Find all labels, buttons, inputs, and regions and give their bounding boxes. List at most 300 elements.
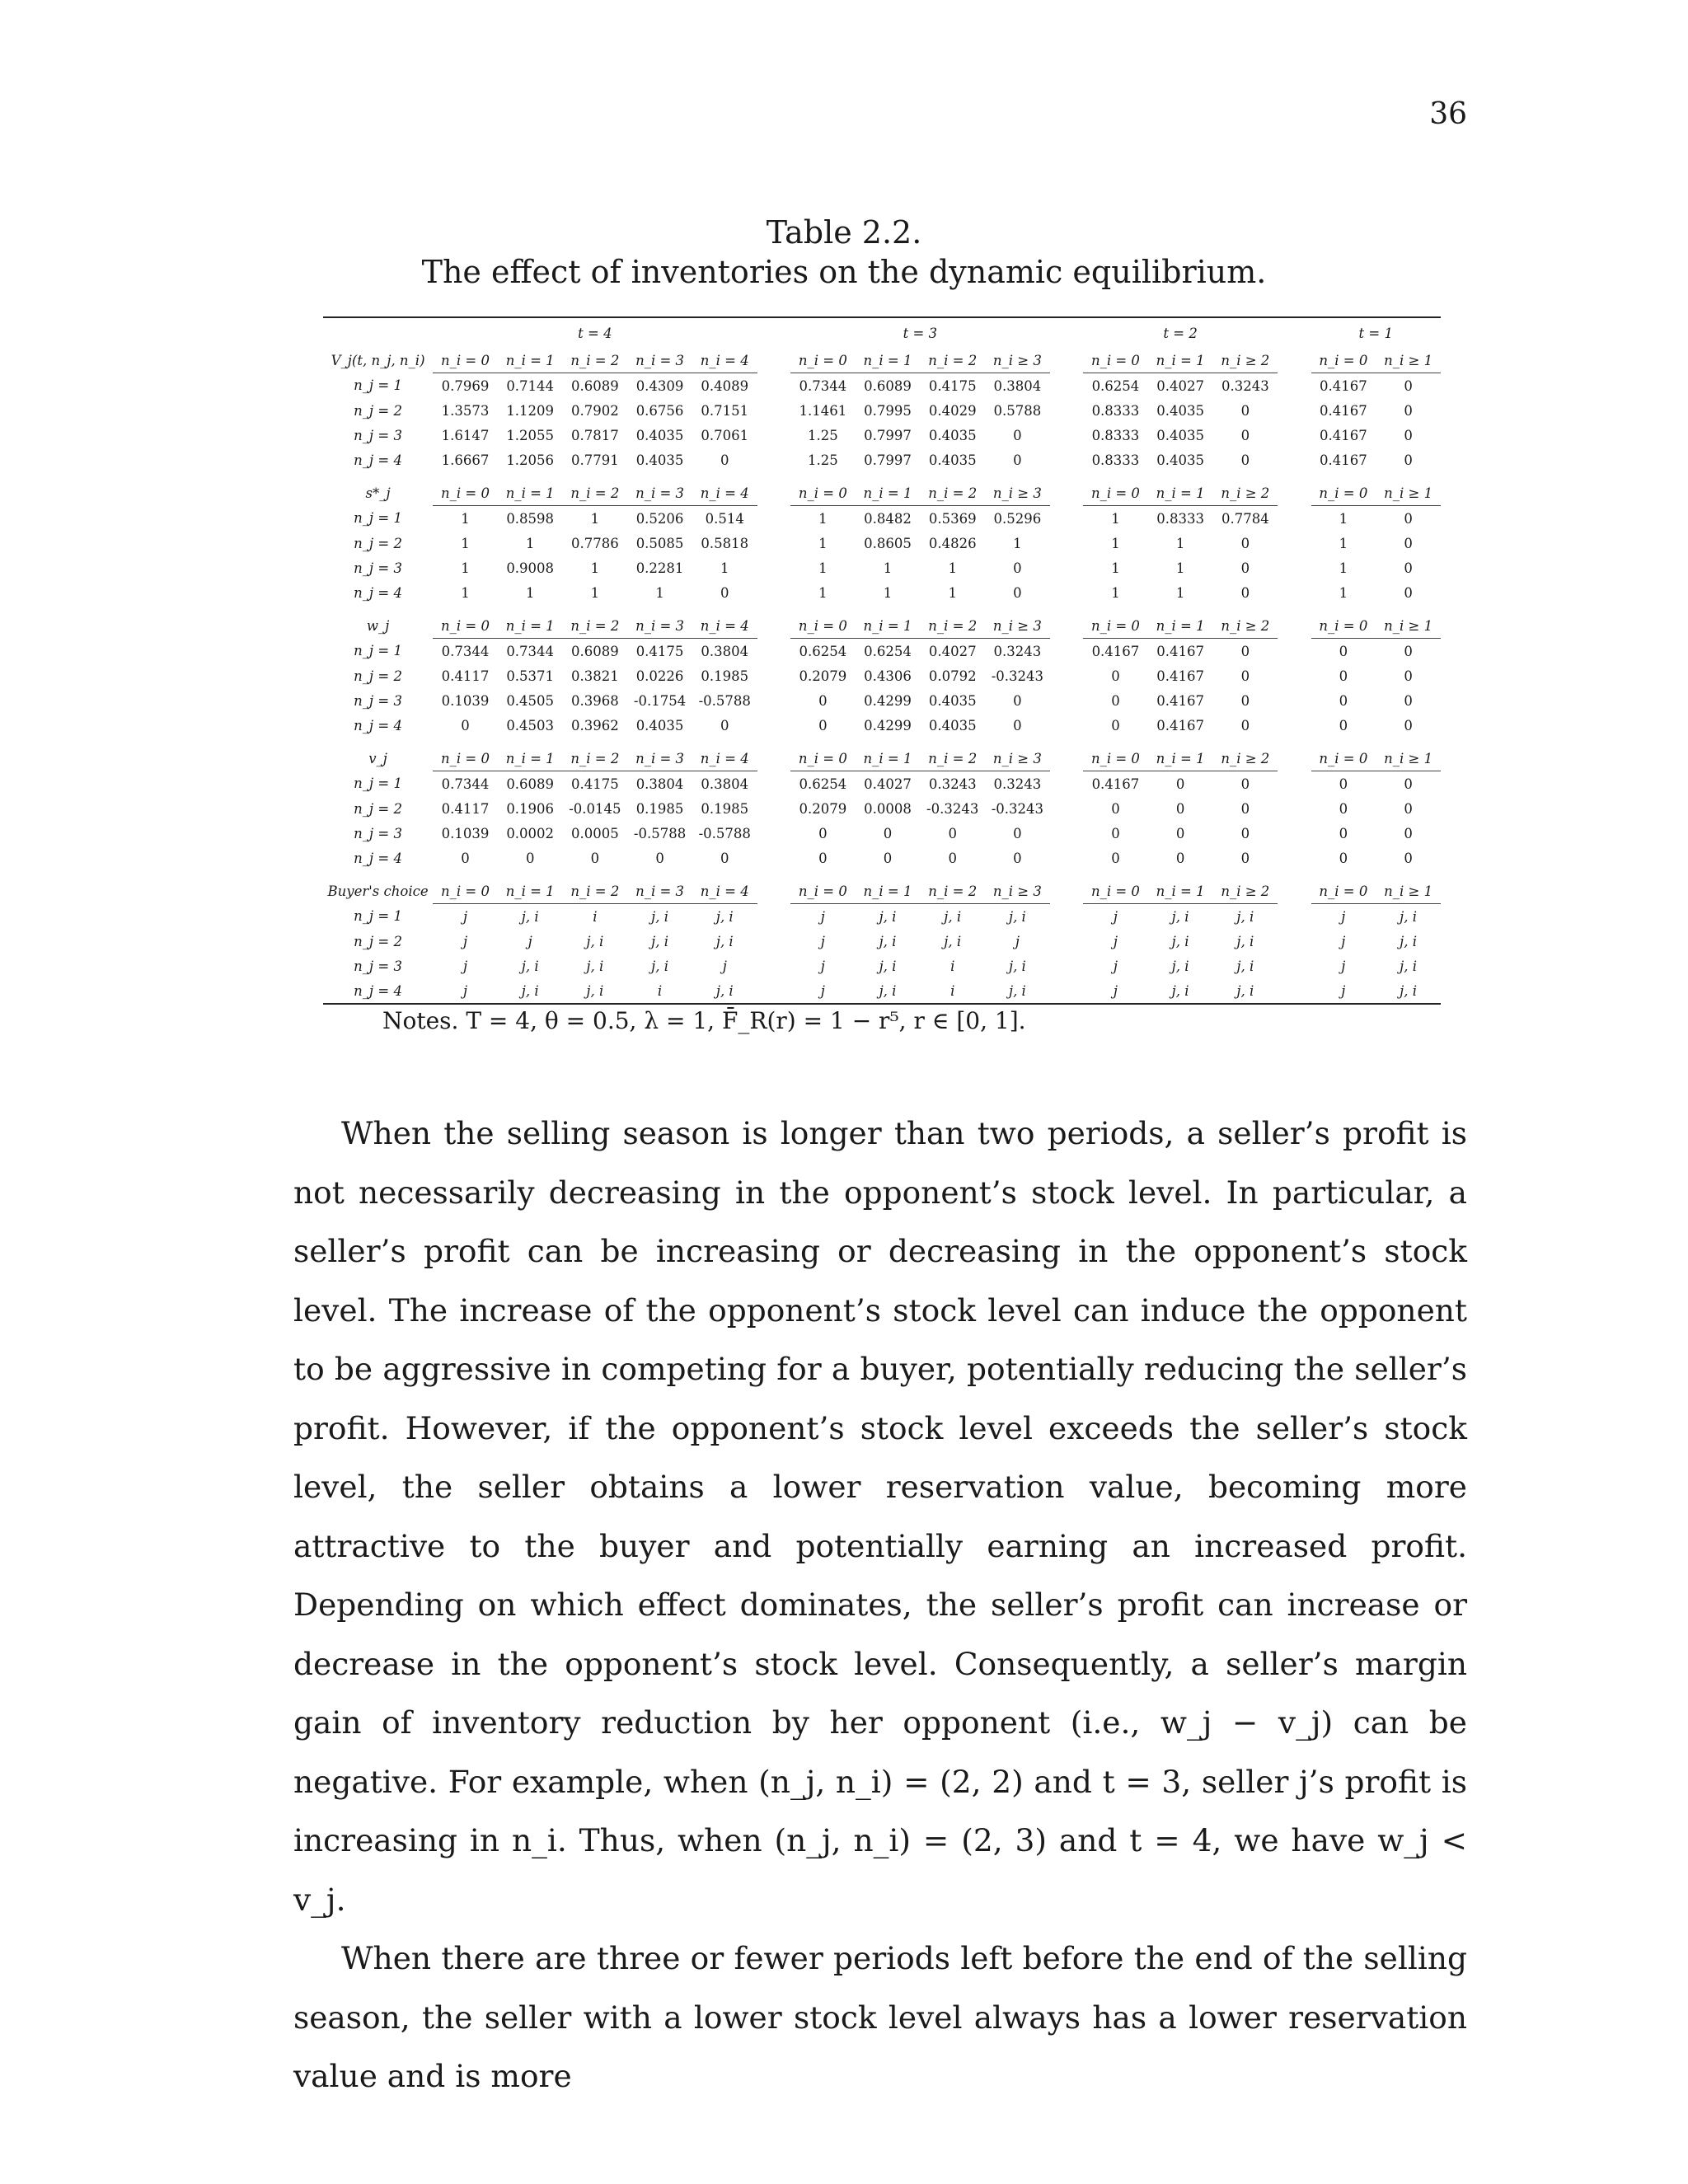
table-cell: 0 bbox=[1404, 643, 1413, 659]
column-header: n_i ≥ 2 bbox=[1212, 480, 1278, 506]
column-header: n_i ≥ 3 bbox=[985, 480, 1050, 506]
table-cell: 1 bbox=[461, 560, 470, 576]
table-cell: j bbox=[462, 982, 468, 999]
row-label: n_j = 2 bbox=[354, 800, 402, 817]
table-cell: 1 bbox=[590, 584, 600, 601]
table-cell: 0.6254 bbox=[864, 643, 912, 659]
section-header-row bbox=[323, 348, 1441, 373]
table-cell: 0 bbox=[1111, 717, 1120, 733]
table-cell: 0 bbox=[1404, 668, 1413, 684]
table-cell: 0.6756 bbox=[635, 402, 684, 419]
table-cell: j bbox=[820, 982, 825, 999]
table-cell: j, i bbox=[1236, 908, 1254, 925]
table-cell: 0 bbox=[1240, 643, 1250, 659]
table-cell: 1 bbox=[818, 584, 828, 601]
table-cell: 1 bbox=[1339, 584, 1348, 601]
table-cell: 0.6089 bbox=[864, 377, 912, 394]
table-cell: 1.1461 bbox=[799, 402, 847, 419]
table-cell: 0.4167 bbox=[1156, 643, 1204, 659]
table-cell: 0.2079 bbox=[799, 800, 847, 817]
table-cell: i bbox=[657, 982, 663, 999]
table-cell: j, i bbox=[1171, 982, 1189, 999]
table-cell: j, i bbox=[521, 908, 539, 925]
table-cell: 0 bbox=[461, 850, 470, 866]
table-cell: 0.4306 bbox=[864, 668, 912, 684]
column-header: n_i = 0 bbox=[1083, 480, 1148, 506]
table-cell: 0.4309 bbox=[635, 377, 684, 394]
table-cell: 0 bbox=[1240, 825, 1250, 841]
table-cell: 1 bbox=[525, 584, 535, 601]
table-cell: 0 bbox=[1240, 850, 1250, 866]
table-cell: 0.7061 bbox=[701, 427, 749, 443]
table-cell: 0 bbox=[1339, 850, 1348, 866]
table-cell: j bbox=[722, 958, 727, 974]
table-cell: 0.4035 bbox=[1156, 427, 1204, 443]
column-header: n_i = 0 bbox=[790, 480, 856, 506]
table-cell: j, i bbox=[651, 933, 668, 949]
column-header: n_i = 1 bbox=[856, 348, 921, 373]
column-header: n_i = 0 bbox=[790, 746, 856, 771]
table-cell: 0.3962 bbox=[571, 717, 619, 733]
table-cell: j, i bbox=[586, 933, 604, 949]
table-cell: 0.6254 bbox=[1091, 377, 1140, 394]
table-cell: 0 bbox=[1404, 800, 1413, 817]
column-header: n_i = 1 bbox=[498, 480, 563, 506]
column-header: n_i = 4 bbox=[692, 348, 757, 373]
column-header: n_i ≥ 1 bbox=[1376, 879, 1441, 904]
table-cell: j, i bbox=[521, 982, 539, 999]
section-gap bbox=[323, 472, 1441, 480]
section-label: w_j bbox=[366, 617, 390, 634]
column-header: n_i ≥ 3 bbox=[985, 348, 1050, 373]
table-cell: j, i bbox=[1400, 933, 1418, 949]
table-cell: 0.4167 bbox=[1156, 717, 1204, 733]
table-cell: 0.4035 bbox=[928, 427, 977, 443]
table-cell: 0.3243 bbox=[993, 776, 1042, 792]
column-header: n_i = 1 bbox=[1148, 480, 1213, 506]
table-cell: j bbox=[1341, 908, 1346, 925]
table-row bbox=[323, 580, 1441, 605]
table-cell: 0 bbox=[1111, 668, 1120, 684]
period-header-row bbox=[323, 317, 1441, 348]
table-cell: 0.4035 bbox=[1156, 402, 1204, 419]
table-cell: 1 bbox=[1339, 510, 1348, 527]
table-cell: 1.6667 bbox=[441, 452, 490, 468]
table-cell: 0.3243 bbox=[1221, 377, 1269, 394]
table-cell: 0 bbox=[1339, 825, 1348, 841]
table-cell: 1.2056 bbox=[506, 452, 555, 468]
table-cell: 0 bbox=[1404, 377, 1413, 394]
row-label: n_j = 1 bbox=[354, 908, 402, 925]
table-cell: 0.3243 bbox=[928, 776, 977, 792]
table-cell: 0 bbox=[1240, 535, 1250, 551]
table-cell: 0.7151 bbox=[701, 402, 749, 419]
table-cell: 0 bbox=[1339, 692, 1348, 709]
table-cell: 1 bbox=[1111, 535, 1120, 551]
row-label: n_j = 2 bbox=[354, 668, 402, 684]
table-cell: 0.7784 bbox=[1221, 510, 1269, 527]
table-cell: 0 bbox=[1240, 717, 1250, 733]
table-cell: 0.6089 bbox=[571, 377, 619, 394]
table-cell: -0.5788 bbox=[633, 825, 687, 841]
table-cell: 0.7344 bbox=[799, 377, 847, 394]
table-cell: 0.4167 bbox=[1319, 452, 1367, 468]
table-cell: j bbox=[462, 908, 468, 925]
table-cell: j, i bbox=[1008, 908, 1026, 925]
table-cell: 1 bbox=[948, 584, 957, 601]
column-header: n_i = 3 bbox=[627, 480, 692, 506]
table-cell: 0.7902 bbox=[571, 402, 619, 419]
section-gap bbox=[323, 738, 1441, 746]
column-header: n_i = 2 bbox=[563, 348, 628, 373]
column-header: n_i ≥ 1 bbox=[1376, 348, 1441, 373]
table-cell: 0.4035 bbox=[1156, 452, 1204, 468]
table-cell: 0 bbox=[1404, 452, 1413, 468]
table-cell: j, i bbox=[1400, 958, 1418, 974]
table-cell: 0.4117 bbox=[441, 800, 490, 817]
column-header: n_i = 1 bbox=[856, 879, 921, 904]
column-header: n_i ≥ 3 bbox=[985, 746, 1050, 771]
table-cell: 1 bbox=[948, 560, 957, 576]
table-cell: 0 bbox=[720, 850, 729, 866]
table-cell: 0.7791 bbox=[571, 452, 619, 468]
table-cell: j, i bbox=[1171, 933, 1189, 949]
table-cell: 0.4167 bbox=[1319, 377, 1367, 394]
table-cell: 0 bbox=[1175, 825, 1185, 841]
table-cell: 0.7995 bbox=[864, 402, 912, 419]
table-caption bbox=[0, 213, 1688, 292]
table-cell: j, i bbox=[1236, 982, 1254, 999]
table-cell: 0 bbox=[1240, 800, 1250, 817]
column-header: n_i = 0 bbox=[433, 613, 498, 639]
table-cell: 0 bbox=[1013, 825, 1022, 841]
table-cell: 1 bbox=[525, 535, 535, 551]
section-label: s*_j bbox=[365, 485, 391, 501]
table-row bbox=[323, 531, 1441, 555]
table-cell: j bbox=[1341, 982, 1346, 999]
column-header: n_i = 0 bbox=[1311, 613, 1376, 639]
table-cell: 0 bbox=[948, 850, 957, 866]
table-cell: 0.4029 bbox=[928, 402, 977, 419]
table-cell: 0 bbox=[1240, 560, 1250, 576]
table-cell: 0.7969 bbox=[441, 377, 490, 394]
table-cell: 0.1985 bbox=[701, 668, 749, 684]
paragraph-1: When the selling season is longer than two periods, a seller’s profit is not necessarily decreasing in the opponent’s stock level. In particular, a seller’s profit can be increasing or decreasing in the opponent’s stock level. The increase of the opponent’s stock level can induce the opponent to be aggressive in competing for a buyer, potentially reducing the seller’s profit. However, if the opponent’s stock level exceeds the seller’s stock level, the seller obtains a lower reservation value, becoming more attractive to the buyer and potentially earning an increased profit. Depending on which effect dominates, the seller’s profit can increase or decrease in the opponent’s stock level. Consequently, a seller’s margin gain of inventory reduction by her opponent (i.e., w_j − v_j) can be negative. For example, when (n_j, n_i) = (2, 2) and t = 3, seller j’s profit is increasing in n_i. Thus, when (n_j, n_i) = (2, 3) and t = 4, we have w_j < v_j. bbox=[293, 1115, 1467, 1918]
table-row bbox=[323, 713, 1441, 738]
table-cell: 1 bbox=[655, 584, 664, 601]
table-cell: 0.0008 bbox=[864, 800, 912, 817]
table-cell: 0.7344 bbox=[441, 776, 490, 792]
equilibrium-table bbox=[323, 316, 1441, 1005]
table-cell: 0.4167 bbox=[1319, 427, 1367, 443]
table-cell: 1 bbox=[1111, 560, 1120, 576]
column-header: n_i = 0 bbox=[790, 879, 856, 904]
period-header: t = 3 bbox=[903, 325, 938, 341]
table-cell: 0.1985 bbox=[701, 800, 749, 817]
table-cell: 0 bbox=[1404, 717, 1413, 733]
table-cell: j, i bbox=[879, 908, 897, 925]
table-cell: 1 bbox=[818, 510, 828, 527]
column-header: n_i = 1 bbox=[1148, 879, 1213, 904]
table-row bbox=[323, 688, 1441, 713]
section-gap bbox=[323, 605, 1441, 613]
table-cell: 0.4505 bbox=[506, 692, 555, 709]
table-cell: 1 bbox=[883, 584, 893, 601]
table-row bbox=[323, 506, 1441, 532]
table-cell: 0 bbox=[461, 717, 470, 733]
table-row bbox=[323, 373, 1441, 399]
table-cell: 0.0792 bbox=[928, 668, 977, 684]
table-cell: 0.4027 bbox=[1156, 377, 1204, 394]
table-cell: 0.6089 bbox=[506, 776, 555, 792]
table-cell: 0.5371 bbox=[506, 668, 555, 684]
table-row bbox=[323, 954, 1441, 978]
table-cell: 0.7997 bbox=[864, 452, 912, 468]
table-cell: 0.0226 bbox=[635, 668, 684, 684]
column-header: n_i = 2 bbox=[920, 348, 985, 373]
column-header: n_i = 1 bbox=[498, 879, 563, 904]
table-cell: j, i bbox=[1008, 958, 1026, 974]
column-header: n_i = 4 bbox=[692, 480, 757, 506]
table-cell: 0 bbox=[1240, 427, 1250, 443]
table-cell: 0.6254 bbox=[799, 776, 847, 792]
table-cell: 1 bbox=[461, 510, 470, 527]
table-cell: 0.6089 bbox=[571, 643, 619, 659]
table-cell: j, i bbox=[879, 933, 897, 949]
table-cell: j, i bbox=[586, 958, 604, 974]
table-cell: j bbox=[820, 908, 825, 925]
section-header-row bbox=[323, 746, 1441, 771]
table-cell: 0 bbox=[1111, 800, 1120, 817]
table-cell: 0.4027 bbox=[928, 643, 977, 659]
table-cell: 0 bbox=[655, 850, 664, 866]
table-cell: j, i bbox=[521, 958, 539, 974]
table-cell: 0 bbox=[1240, 402, 1250, 419]
table-cell: -0.0145 bbox=[569, 800, 621, 817]
row-label: n_j = 3 bbox=[354, 692, 402, 709]
table-cell: 0 bbox=[1339, 800, 1348, 817]
table-cell: 0 bbox=[1013, 427, 1022, 443]
column-header: n_i = 0 bbox=[1083, 613, 1148, 639]
table-cell: 0 bbox=[818, 692, 828, 709]
table-cell: 0.0005 bbox=[571, 825, 619, 841]
column-header: n_i ≥ 1 bbox=[1376, 613, 1441, 639]
table-cell: 0.4117 bbox=[441, 668, 490, 684]
table-cell: j, i bbox=[1171, 958, 1189, 974]
table-cell: j, i bbox=[944, 908, 962, 925]
table-cell: -0.3243 bbox=[991, 668, 1044, 684]
table-cell: 0.1039 bbox=[441, 692, 490, 709]
column-header: n_i = 2 bbox=[563, 879, 628, 904]
table-cell: j bbox=[462, 958, 468, 974]
table-cell: 0.4167 bbox=[1091, 776, 1140, 792]
table-cell: 0.4035 bbox=[928, 717, 977, 733]
row-label: n_j = 1 bbox=[354, 776, 402, 792]
column-header: n_i = 3 bbox=[627, 613, 692, 639]
column-header: n_i = 3 bbox=[627, 746, 692, 771]
table-cell: 0 bbox=[1013, 692, 1022, 709]
table-cell: 0.4035 bbox=[635, 452, 684, 468]
table-cell: 0.8482 bbox=[864, 510, 912, 527]
table-cell: 0.4175 bbox=[635, 643, 684, 659]
table-cell: 0 bbox=[1240, 668, 1250, 684]
column-header: n_i = 4 bbox=[692, 746, 757, 771]
table-row bbox=[323, 448, 1441, 472]
table-cell: 0.0002 bbox=[506, 825, 555, 841]
table-cell: 0.5296 bbox=[993, 510, 1042, 527]
table-cell: 1 bbox=[590, 560, 600, 576]
table-cell: 0 bbox=[1339, 717, 1348, 733]
table-cell: 0.7344 bbox=[506, 643, 555, 659]
table-cell: 0.4167 bbox=[1156, 692, 1204, 709]
section-label: v_j bbox=[368, 750, 387, 766]
column-header: n_i = 0 bbox=[1083, 348, 1148, 373]
row-label: n_j = 3 bbox=[354, 427, 402, 443]
table-cell: 0 bbox=[948, 825, 957, 841]
table-cell: 0.4035 bbox=[635, 427, 684, 443]
column-header: n_i = 0 bbox=[1083, 746, 1148, 771]
table-title: The effect of inventories on the dynamic equilibrium. bbox=[421, 254, 1267, 290]
table-cell: j bbox=[528, 933, 532, 949]
column-header: n_i ≥ 1 bbox=[1376, 480, 1441, 506]
table-cell: -0.5788 bbox=[698, 692, 751, 709]
table-cell: 0 bbox=[883, 850, 893, 866]
table-row bbox=[323, 423, 1441, 448]
table-row bbox=[323, 398, 1441, 423]
table-cell: 1 bbox=[818, 535, 828, 551]
period-header: t = 1 bbox=[1358, 325, 1393, 341]
table-cell: 0 bbox=[1404, 825, 1413, 841]
column-header: n_i = 2 bbox=[920, 480, 985, 506]
table-cell: 0.4167 bbox=[1319, 402, 1367, 419]
table-cell: 0 bbox=[1404, 850, 1413, 866]
table-row bbox=[323, 796, 1441, 821]
table-cell: 0.5788 bbox=[993, 402, 1042, 419]
section-label: V_j(t, n_j, n_i) bbox=[331, 352, 425, 368]
column-header: n_i = 1 bbox=[856, 746, 921, 771]
table-cell: j, i bbox=[1236, 933, 1254, 949]
column-header: n_i = 1 bbox=[856, 613, 921, 639]
section-gap bbox=[323, 870, 1441, 879]
table-cell: 0.5818 bbox=[701, 535, 749, 551]
table-cell: j bbox=[1341, 933, 1346, 949]
table-cell: 0.2281 bbox=[635, 560, 684, 576]
table-cell: j, i bbox=[586, 982, 604, 999]
table-cell: 0.4027 bbox=[864, 776, 912, 792]
table-cell: 0.8598 bbox=[506, 510, 555, 527]
table-cell: 0.3804 bbox=[701, 776, 749, 792]
table-cell: 0 bbox=[1111, 692, 1120, 709]
table-cell: 0.7817 bbox=[571, 427, 619, 443]
column-header: n_i = 1 bbox=[856, 480, 921, 506]
row-label: n_j = 3 bbox=[354, 560, 402, 576]
table-cell: 1 bbox=[1339, 535, 1348, 551]
column-header: n_i = 0 bbox=[433, 348, 498, 373]
column-header: n_i = 3 bbox=[627, 879, 692, 904]
column-header: n_i = 0 bbox=[790, 348, 856, 373]
table-row bbox=[323, 978, 1441, 1004]
table-cell: 0.514 bbox=[705, 510, 744, 527]
table-cell: i bbox=[950, 958, 955, 974]
row-label: n_j = 4 bbox=[354, 452, 402, 468]
table-cell: 0.4826 bbox=[928, 535, 977, 551]
table-cell: 0.4175 bbox=[928, 377, 977, 394]
column-header: n_i = 0 bbox=[1311, 348, 1376, 373]
table-cell: 0 bbox=[1240, 584, 1250, 601]
table-cell: 0 bbox=[1240, 452, 1250, 468]
table-cell: j, i bbox=[715, 933, 734, 949]
table-cell: 0 bbox=[1404, 584, 1413, 601]
table-row bbox=[323, 929, 1441, 954]
page-number: 36 bbox=[1429, 97, 1467, 131]
table-cell: j, i bbox=[715, 982, 734, 999]
table-cell: 0.4035 bbox=[928, 692, 977, 709]
table-cell: -0.3243 bbox=[991, 800, 1044, 817]
table-row bbox=[323, 904, 1441, 930]
table-cell: 1.3573 bbox=[441, 402, 490, 419]
table-cell: 0.1906 bbox=[506, 800, 555, 817]
table-cell: 1 bbox=[1111, 584, 1120, 601]
table-cell: 0.1039 bbox=[441, 825, 490, 841]
table-cell: 0.1985 bbox=[635, 800, 684, 817]
table-cell: 0.3804 bbox=[701, 643, 749, 659]
column-header: n_i = 1 bbox=[1148, 348, 1213, 373]
table-cell: 0 bbox=[1404, 402, 1413, 419]
table-cell: 0.8605 bbox=[864, 535, 912, 551]
table-cell: 0.5206 bbox=[635, 510, 684, 527]
section-label: Buyer's choice bbox=[327, 883, 429, 899]
table-cell: j, i bbox=[1171, 908, 1189, 925]
row-label: n_j = 4 bbox=[354, 982, 402, 999]
table-cell: 0 bbox=[1013, 560, 1022, 576]
section-header-row bbox=[323, 480, 1441, 506]
table-cell: -0.5788 bbox=[698, 825, 751, 841]
results-table-container bbox=[323, 316, 1441, 1005]
table-row bbox=[323, 846, 1441, 870]
table-cell: 0.2079 bbox=[799, 668, 847, 684]
table-cell: 0.3968 bbox=[571, 692, 619, 709]
table-cell: 1.25 bbox=[807, 452, 838, 468]
table-cell: 0.8333 bbox=[1091, 427, 1140, 443]
row-label: n_j = 4 bbox=[354, 717, 402, 733]
table-cell: 0 bbox=[1404, 427, 1413, 443]
column-header: n_i = 1 bbox=[498, 613, 563, 639]
column-header: n_i = 0 bbox=[1311, 879, 1376, 904]
table-cell: 0.7997 bbox=[864, 427, 912, 443]
table-cell: 0.4035 bbox=[928, 452, 977, 468]
table-cell: 0.4167 bbox=[1156, 668, 1204, 684]
column-header: n_i = 2 bbox=[563, 746, 628, 771]
table-cell: 0 bbox=[525, 850, 535, 866]
table-cell: j bbox=[820, 933, 825, 949]
table-cell: j, i bbox=[1008, 982, 1026, 999]
table-cell: 1 bbox=[1175, 535, 1185, 551]
column-header: n_i ≥ 2 bbox=[1212, 746, 1278, 771]
table-cell: 1.6147 bbox=[441, 427, 490, 443]
table-cell: 1 bbox=[461, 535, 470, 551]
table-cell: 1 bbox=[1013, 535, 1022, 551]
table-cell: 0.8333 bbox=[1091, 402, 1140, 419]
table-cell: 0 bbox=[1404, 776, 1413, 792]
table-row bbox=[323, 639, 1441, 664]
table-cell: 0.4299 bbox=[864, 717, 912, 733]
column-header: n_i = 0 bbox=[433, 480, 498, 506]
section-header-row bbox=[323, 879, 1441, 904]
column-header: n_i = 0 bbox=[1311, 480, 1376, 506]
table-cell: 0 bbox=[1175, 800, 1185, 817]
table-cell: 0 bbox=[720, 717, 729, 733]
column-header: n_i = 1 bbox=[1148, 746, 1213, 771]
